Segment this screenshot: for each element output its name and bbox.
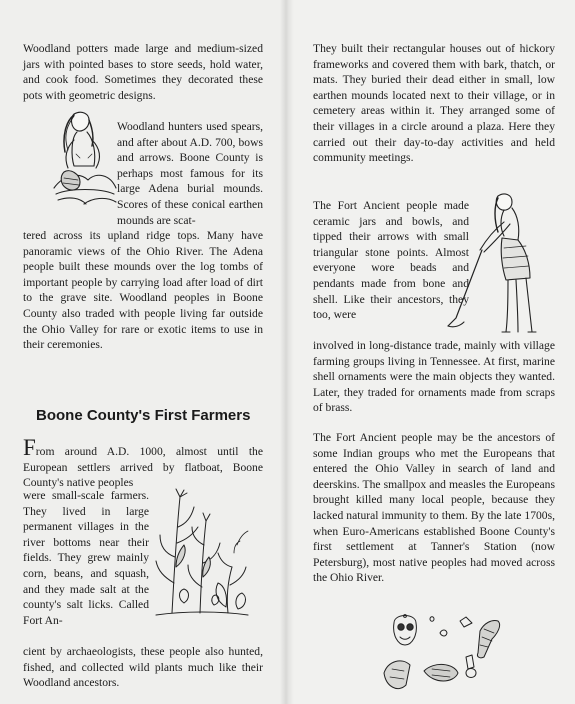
left-para-1: Woodland potters made large and medium-sized jars with pointed bases to store seeds, hold water, and cook food. Sometimes they decorated these pots with geometric designs. xyxy=(23,42,263,102)
right-para-2-wrap: The Fort Ancient people made ceramic jars and bowls, and tipped their arrows with small triangular stone points. Almost everyone wore beads and pendants made from bone and shell. Like their ancestors, they too, were xyxy=(313,199,469,322)
section-heading: Boone County's First Farmers xyxy=(36,407,251,424)
ornaments-artifacts-drawing xyxy=(380,611,512,699)
left-para-3-bottom: cient by archaeologists, these people also hunted, fished, and collected wild plants much like their Woodland ancestors. xyxy=(23,645,263,690)
left-page xyxy=(0,0,286,704)
seated-potter-drawing xyxy=(50,110,120,214)
corn-plants-drawing xyxy=(154,487,250,619)
left-para-2-wrap: Woodland hunters used spears, and after about A.D. 700, bows and arrows. Boone County is perhaps most famous for its large Adena burial mounds. Scores of these conical earthen mounds are scat- xyxy=(117,120,263,227)
left-para-3-wrap: were small-scale farmers. They lived in large permanent villages in the river bottoms near their fields. They grew mainly corn, beans, and squash, and they made salt at the county's salt licks. Called Fort An- xyxy=(23,489,149,627)
left-para-3-top xyxy=(23,435,263,491)
right-para-2-full: involved in long-distance trade, mainly with village farming groups living in Tennessee. At first, marine shell ornaments were the main objects they wanted. Later, they traded for ornaments made from scraps of brass. xyxy=(313,339,555,415)
drop-cap: F xyxy=(23,435,36,460)
left-para-3-top-text: rom around A.D. 1000, almost until the European settlers arrived by flatboat, Boone County's native peoples xyxy=(23,445,263,490)
right-para-3: The Fort Ancient people may be the ancestors of some Indian groups who met the Europeans that entered the Ohio Valley in search of land and deerskins. The smallpox and measles the Europeans brought killed many local people, because they lacked natural immunity to them. By the late 1700s, when Euro-Americans established Boone County's first settlement at Tanner's Station (now Petersburg), most native peoples had moved across the Ohio River. xyxy=(313,431,555,585)
woman-hoeing-drawing xyxy=(446,192,546,338)
book-spine-shadow xyxy=(280,0,294,704)
right-para-1: They built their rectangular houses out of hickory frameworks and covered them with bark, thatch, or mats. They buried their dead either in small, low earthen mounds located next to their village, or in cemetery areas within it. They arranged some of their villages in a circle around a plaza. Here they carried out their day-to-day activities and held community meetings. xyxy=(313,42,555,165)
right-page xyxy=(286,0,575,704)
left-para-2-full: tered across its upland ridge tops. Many have panoramic views of the Ohio River. The Adena people built these mounds over the log tombs of important people by carrying load after load of dirt to the grave site. Woodland peoples in Boone County also traded with people living far outside the Ohio Valley for rare or exotic items to use in their ceremonies. xyxy=(23,229,263,352)
